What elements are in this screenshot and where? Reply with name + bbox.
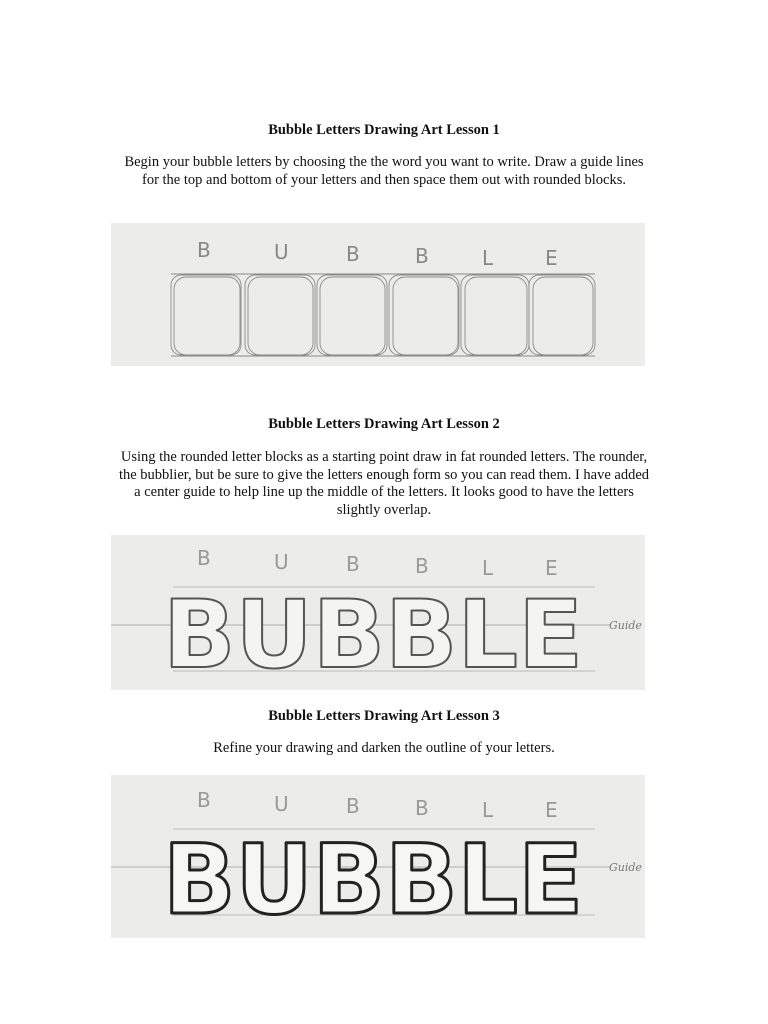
lesson-2-sketch-image xyxy=(111,535,645,690)
lesson-3-text: Refine your drawing and darken the outline of your letters. xyxy=(213,740,555,756)
guide-letter: B xyxy=(346,552,360,576)
lesson-1-text: Begin your bubble letters by choosing the the word you want to write. Draw a guide lines for the top and bottom of your letters and then space them out with rounded blocks. xyxy=(124,154,644,188)
guide-letter: E xyxy=(545,556,558,580)
guide-letter: L xyxy=(482,798,494,822)
lesson-1-sketch-image xyxy=(111,223,645,366)
guide-letter: B xyxy=(415,796,429,820)
guide-label: Guide xyxy=(609,619,642,632)
guide-letter: B xyxy=(346,242,360,266)
guide-letter: B xyxy=(197,238,211,262)
guide-letter: B xyxy=(415,244,429,268)
lesson-2-text: Using the rounded letter blocks as a starting point draw in fat rounded letters. The rounder, the bubblier, but be sure to give the letters enough form so you can read them. I have added a center guide to help line up the middle of the letters. It looks good to have the letters slightly overlap. xyxy=(118,449,650,518)
guide-letter: E xyxy=(545,246,558,270)
lesson-2-title: Bubble Letters Drawing Art Lesson 2 xyxy=(268,416,500,432)
lesson-1-title: Bubble Letters Drawing Art Lesson 1 xyxy=(268,122,500,138)
guide-letter: L xyxy=(482,556,494,580)
guide-letter: E xyxy=(545,798,558,822)
guide-letter: B xyxy=(346,794,360,818)
guide-letter: U xyxy=(274,550,289,574)
lesson-3-title: Bubble Letters Drawing Art Lesson 3 xyxy=(268,708,500,724)
guide-letter: B xyxy=(415,554,429,578)
guide-letter: B xyxy=(197,788,211,812)
guide-letter: L xyxy=(482,246,494,270)
guide-letter: U xyxy=(274,240,289,264)
lesson-3-sketch-image xyxy=(111,775,645,938)
guide-letter: B xyxy=(197,546,211,570)
bubble-word: BUBBLE xyxy=(163,824,583,936)
guide-letter: U xyxy=(274,792,289,816)
bubble-word: BUBBLE xyxy=(163,581,583,690)
guide-label: Guide xyxy=(609,861,642,874)
